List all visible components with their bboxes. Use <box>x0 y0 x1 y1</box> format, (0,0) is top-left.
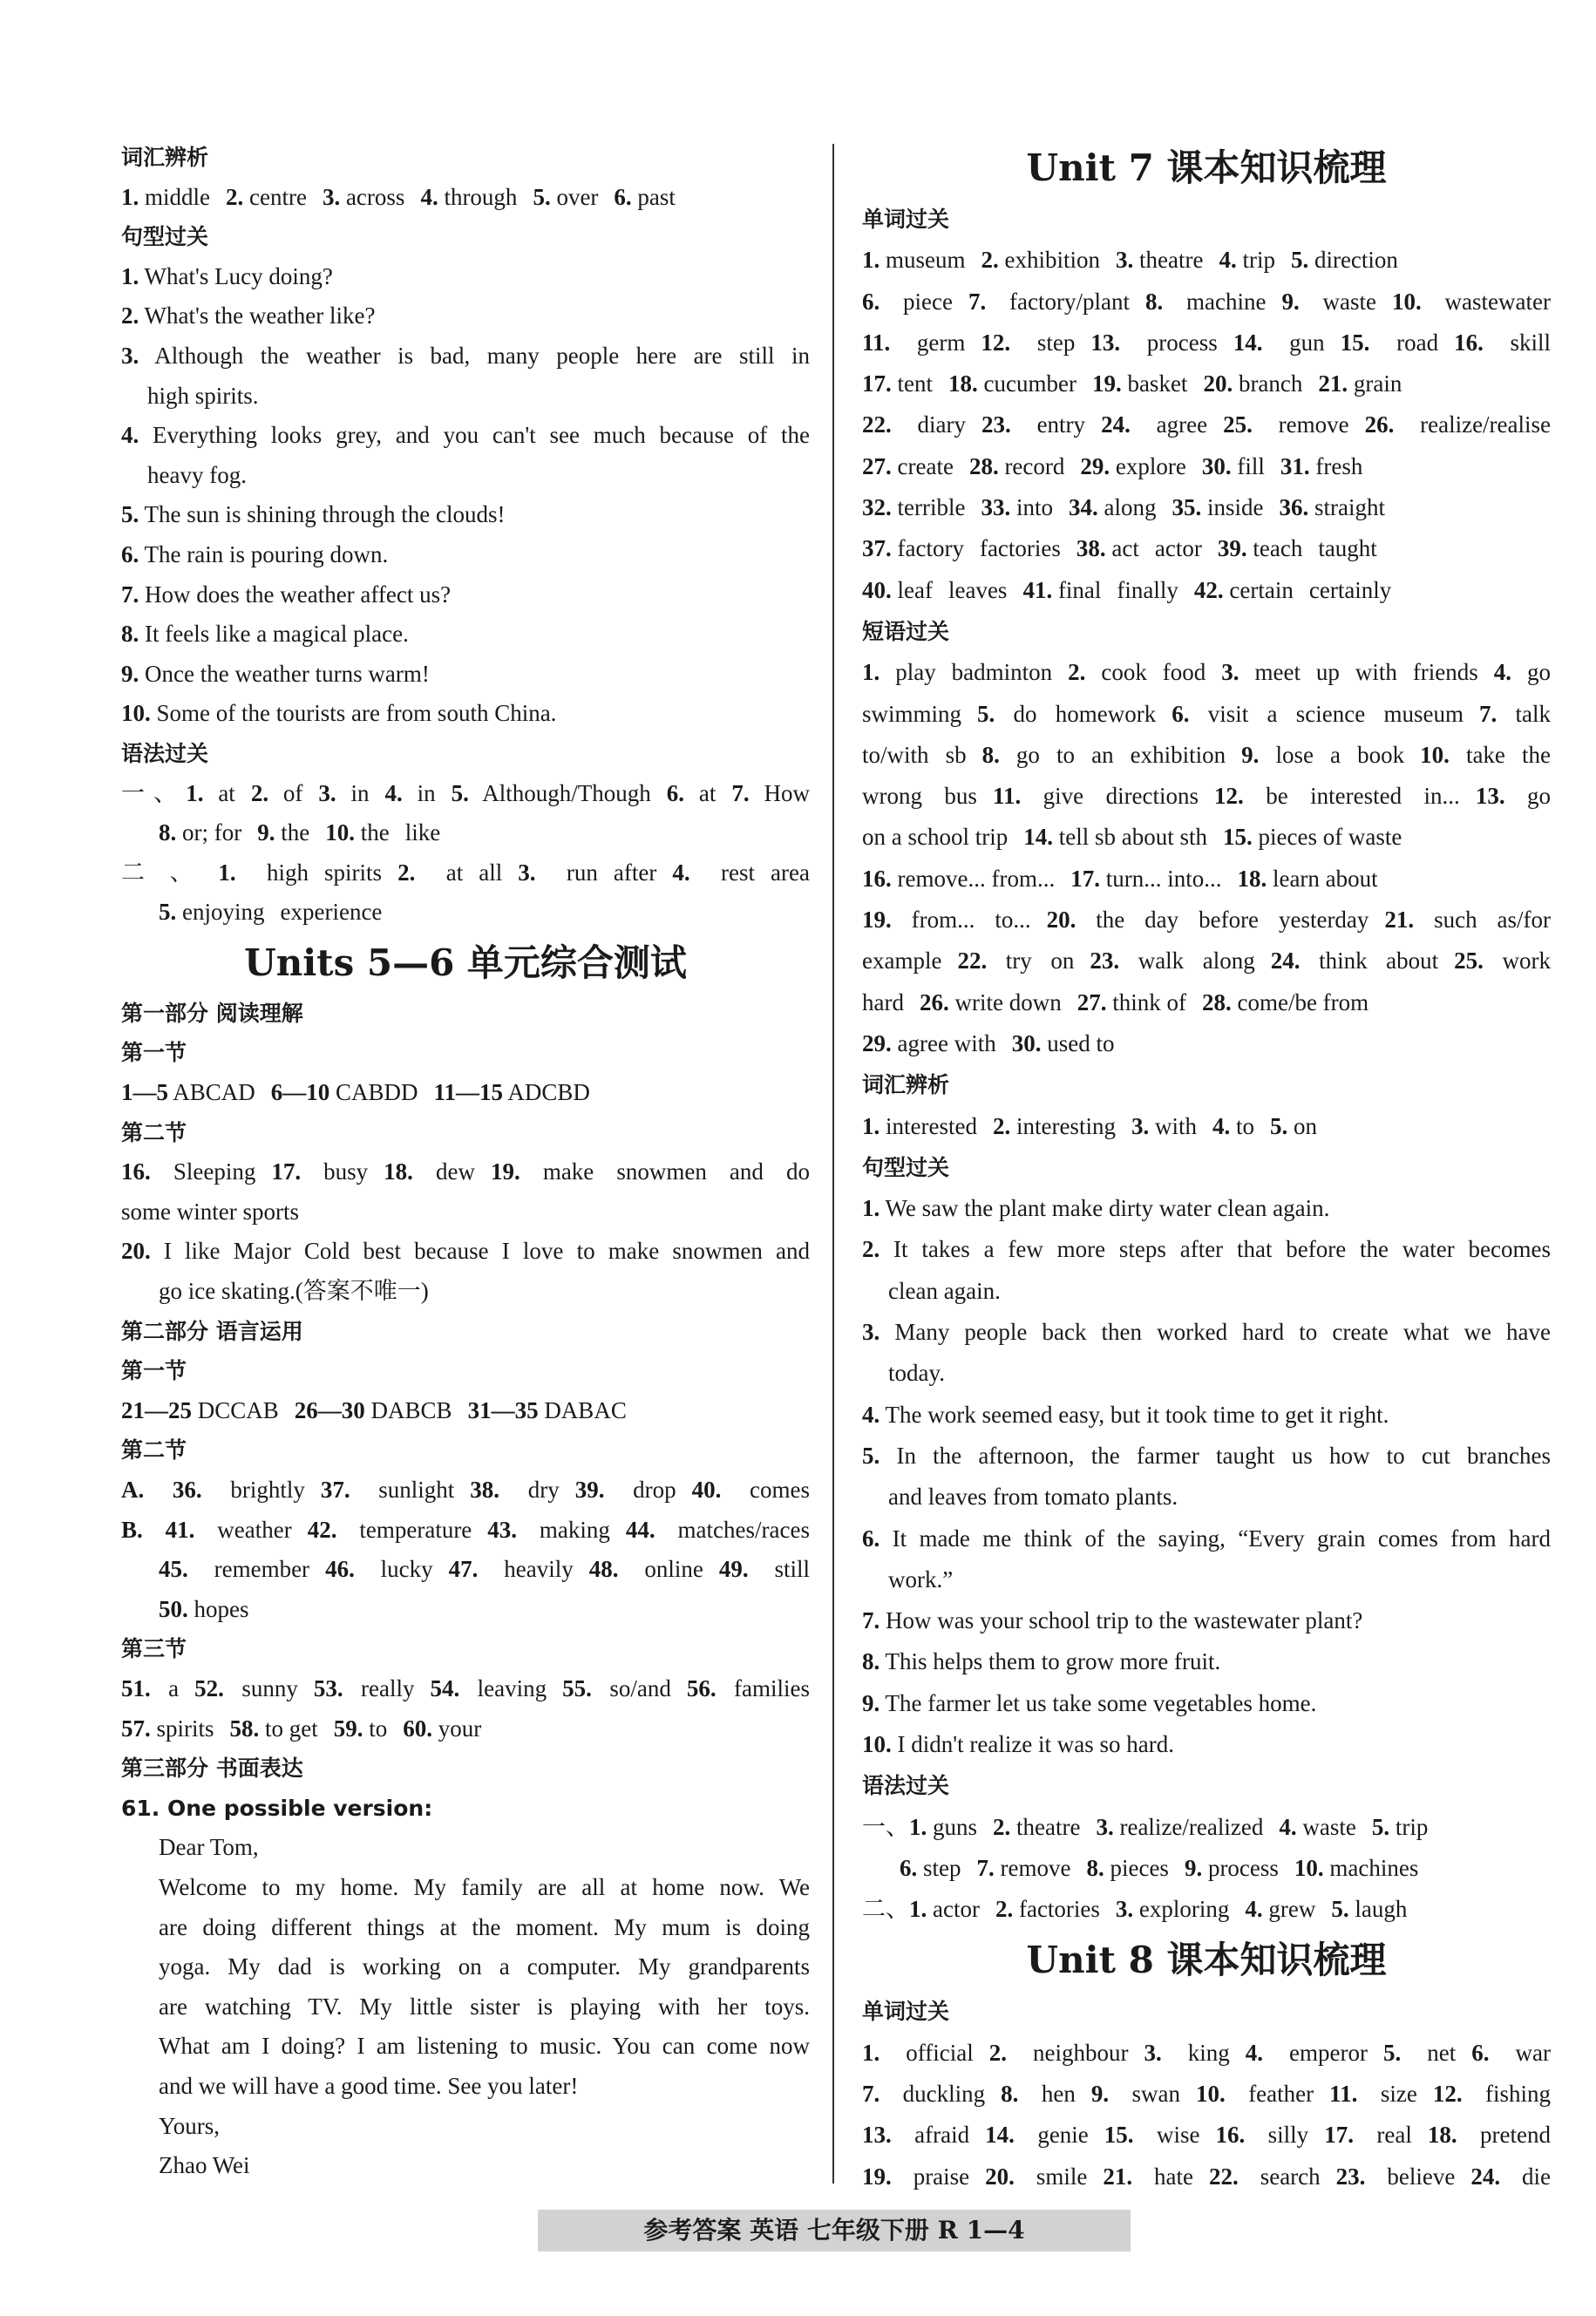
subsection-heading: 第二部分 语言运用 <box>121 1318 303 1344</box>
answer-line: 6. piece 7. factory/plant 8. machine 9. waste 10. wastewater <box>862 288 1551 315</box>
answer-line: 21—25 DCCAB 26—30 DABCB 31—35 DABAC <box>121 1396 627 1423</box>
answer-line: Yours, <box>159 2112 221 2139</box>
page-footer: 参考答案 英语 七年级下册 R 1—4 <box>538 2210 1131 2251</box>
answer-line: 2. What's the weather like? <box>121 302 376 329</box>
answer-line: are watching TV. My little sister is playing with her toys. <box>159 1993 810 2020</box>
subsection-heading: 词汇辨析 <box>862 1072 950 1098</box>
answer-line: 8. This helps them to grow more fruit. <box>862 1648 1221 1675</box>
answer-line: some winter sports <box>121 1198 299 1225</box>
answer-line: 45. remember 46. lucky 47. heavily 48. online 49. still <box>159 1556 810 1583</box>
subsection-heading: 第二节 <box>121 1119 187 1145</box>
subsection-heading: 第一部分 阅读理解 <box>121 1000 303 1026</box>
answer-line: 7. How does the weather affect us? <box>121 581 452 608</box>
answer-line: 1—5 ABCAD 6—10 CABDD 11—15 ADCBD <box>121 1079 590 1106</box>
answer-line: 1. We saw the plant make dirty water clean again. <box>862 1195 1330 1222</box>
answer-line: 16. remove... from... 17. turn... into... 18. learn about <box>862 865 1378 892</box>
answer-line: 1. museum 2. exhibition 3. theatre 4. trip 5. direction <box>862 247 1398 274</box>
answer-line: Dear Tom, <box>159 1834 259 1861</box>
section-title: Units 5—6 单元综合测试 <box>244 941 687 984</box>
answer-line: 50. hopes <box>159 1595 249 1622</box>
answer-line: today. <box>888 1360 945 1387</box>
answer-line: 4. Everything looks grey, and you can't see much because of the <box>121 422 810 449</box>
answer-line: 7. duckling 8. hen 9. swan 10. feather 11. size 12. fishing <box>862 2081 1551 2108</box>
answer-line: hard 26. write down 27. think of 28. come/be from <box>862 988 1369 1015</box>
subsection-heading: 第二节 <box>121 1437 187 1464</box>
answer-line: wrong bus 11. give directions 12. be interested in... 13. go <box>862 783 1551 810</box>
answer-line: 8. or; for 9. the 10. the like <box>159 819 441 846</box>
answer-line: 4. The work seemed easy, but it took time to get it right. <box>862 1401 1389 1428</box>
answer-line: 17. tent 18. cucumber 19. basket 20. branch 21. grain <box>862 370 1402 397</box>
answer-line: example 22. try on 23. walk along 24. think about 25. work <box>862 947 1551 975</box>
answer-line: 6. The rain is pouring down. <box>121 540 389 567</box>
answer-line: 13. afraid 14. genie 15. wise 16. silly 17. real 18. pretend <box>862 2122 1551 2149</box>
answer-line: 一、1. guns 2. theatre 3. realize/realized 4. waste 5. trip <box>862 1813 1429 1840</box>
answer-line: work.” <box>888 1566 954 1593</box>
answer-line: 32. terrible 33. into 34. along 35. inside 36. straight <box>862 494 1385 521</box>
subsection-heading: 第三节 <box>121 1636 187 1662</box>
answer-line: and we will have a good time. See you later! <box>159 2072 579 2099</box>
answer-line: go ice skating.(答案不唯一) <box>159 1278 429 1305</box>
answer-line: 19. from... to... 20. the day before yesterday 21. such as/for <box>862 907 1551 934</box>
subsection-heading: 第一节 <box>121 1358 187 1384</box>
answer-line: 7. How was your school trip to the wastewater plant? <box>862 1607 1363 1634</box>
subsection-heading: 第三部分 书面表达 <box>121 1756 303 1782</box>
subsection-heading: 短语过关 <box>862 618 950 644</box>
answer-line: 20. I like Major Cold best because I love to make snowmen and <box>121 1238 810 1265</box>
answer-line: heavy fog. <box>147 461 247 488</box>
answer-line: 5. The sun is shining through the clouds! <box>121 501 506 528</box>
answer-line: 10. I didn't realize it was so hard. <box>862 1730 1175 1757</box>
answer-line: 5. In the afternoon, the farmer taught us how to cut branches <box>862 1442 1551 1469</box>
answer-line: 57. spirits 58. to get 59. to 60. your <box>121 1715 482 1742</box>
answer-line: to/with sb 8. go to an exhibition 9. lose a book 10. take the <box>862 741 1551 768</box>
subsection-heading: 单词过关 <box>862 207 950 232</box>
answer-line: 40. leaf leaves 41. final finally 42. certain certainly <box>862 576 1392 603</box>
answer-line: 一、1. at 2. of 3. in 4. in 5. Although/Though 6. at 7. How <box>121 779 810 806</box>
answer-line: 19. praise 20. smile 21. hate 22. search 23. believe 24. die <box>862 2163 1551 2190</box>
column-divider <box>832 144 834 2184</box>
subsection-heading: 语法过关 <box>862 1773 950 1799</box>
left-column <box>121 138 810 2186</box>
answer-heading: 61. One possible version: <box>121 1795 433 1821</box>
answer-line: 1. interested 2. interesting 3. with 4. to 5. on <box>862 1112 1317 1139</box>
answer-line: are doing different things at the moment. My mum is doing <box>159 1913 810 1940</box>
subsection-heading: 词汇辨析 <box>121 145 209 170</box>
answer-line: 6. It made me think of the saying, “Every grain comes from hard <box>862 1525 1551 1552</box>
answer-line: high spirits. <box>147 382 259 409</box>
answer-line: 9. The farmer let us take some vegetables home. <box>862 1689 1317 1716</box>
subsection-heading: 语法过关 <box>121 740 209 766</box>
subsection-heading: 句型过关 <box>121 224 209 250</box>
answer-line: and leaves from tomato plants. <box>888 1484 1178 1511</box>
answer-line: 1. middle 2. centre 3. across 4. through 5. over 6. past <box>121 183 676 210</box>
subsection-heading: 句型过关 <box>862 1154 950 1180</box>
answer-line: 1. What's Lucy doing? <box>121 262 333 289</box>
answer-line: 二、1. high spirits 2. at all 3. run after 4. rest area <box>121 859 810 886</box>
answer-line: 27. create 28. record 29. explore 30. fill 31. fresh <box>862 452 1363 479</box>
answer-line: 10. Some of the tourists are from south China. <box>121 700 557 727</box>
answer-line: 9. Once the weather turns warm! <box>121 660 430 687</box>
answer-line: Zhao Wei <box>159 2152 250 2179</box>
answer-line: yoga. My dad is working on a computer. My grandparents <box>159 1953 810 1980</box>
answer-line: 29. agree with 30. used to <box>862 1029 1115 1056</box>
answer-line: Welcome to my home. My family are all at home now. We <box>159 1873 810 1900</box>
answer-line: 11. germ 12. step 13. process 14. gun 15. road 16. skill <box>862 329 1551 356</box>
answer-line: 51. a 52. sunny 53. really 54. leaving 55. so/and 56. families <box>121 1674 810 1701</box>
answer-line: 16. Sleeping 17. busy 18. dew 19. make snowmen and do <box>121 1158 810 1185</box>
answer-line: 3. Many people back then worked hard to create what we have <box>862 1319 1551 1346</box>
answer-line: 二、1. actor 2. factories 3. exploring 4. grew 5. laugh <box>862 1896 1408 1923</box>
subsection-heading: 第一节 <box>121 1040 187 1066</box>
answer-line: 1. official 2. neighbour 3. king 4. emperor 5. net 6. war <box>862 2039 1551 2066</box>
answer-line: 6. step 7. remove 8. pieces 9. process 10. machines <box>900 1854 1419 1881</box>
answer-line: 2. It takes a few more steps after that before the water becomes <box>862 1236 1551 1263</box>
section-title: Unit 8 课本知识梳理 <box>1026 1939 1387 1982</box>
answer-line: clean again. <box>888 1277 1001 1304</box>
answer-line: A. 36. brightly 37. sunlight 38. dry 39. drop 40. comes <box>121 1477 810 1503</box>
answer-line: 8. It feels like a magical place. <box>121 621 409 648</box>
answer-line: 3. Although the weather is bad, many people here are still in <box>121 342 810 369</box>
answer-line: 5. enjoying experience <box>159 899 383 926</box>
answer-line: 37. factory factories 38. act actor 39. teach taught <box>862 535 1377 562</box>
answer-line: on a school trip 14. tell sb about sth 15. pieces of waste <box>862 824 1402 851</box>
subsection-heading: 单词过关 <box>862 1999 950 2025</box>
answer-line: 1. play badminton 2. cook food 3. meet up with friends 4. go <box>862 659 1551 686</box>
answer-line: What am I doing? I am listening to music. You can come now <box>159 2033 810 2060</box>
right-column <box>862 138 1551 2197</box>
answer-line: 22. diary 23. entry 24. agree 25. remove 26. realize/realise <box>862 411 1551 438</box>
answer-line: swimming 5. do homework 6. visit a science museum 7. talk <box>862 700 1551 727</box>
section-title: Unit 7 课本知识梳理 <box>1026 146 1387 189</box>
answer-line: B. 41. weather 42. temperature 43. making 44. matches/races <box>121 1516 810 1543</box>
